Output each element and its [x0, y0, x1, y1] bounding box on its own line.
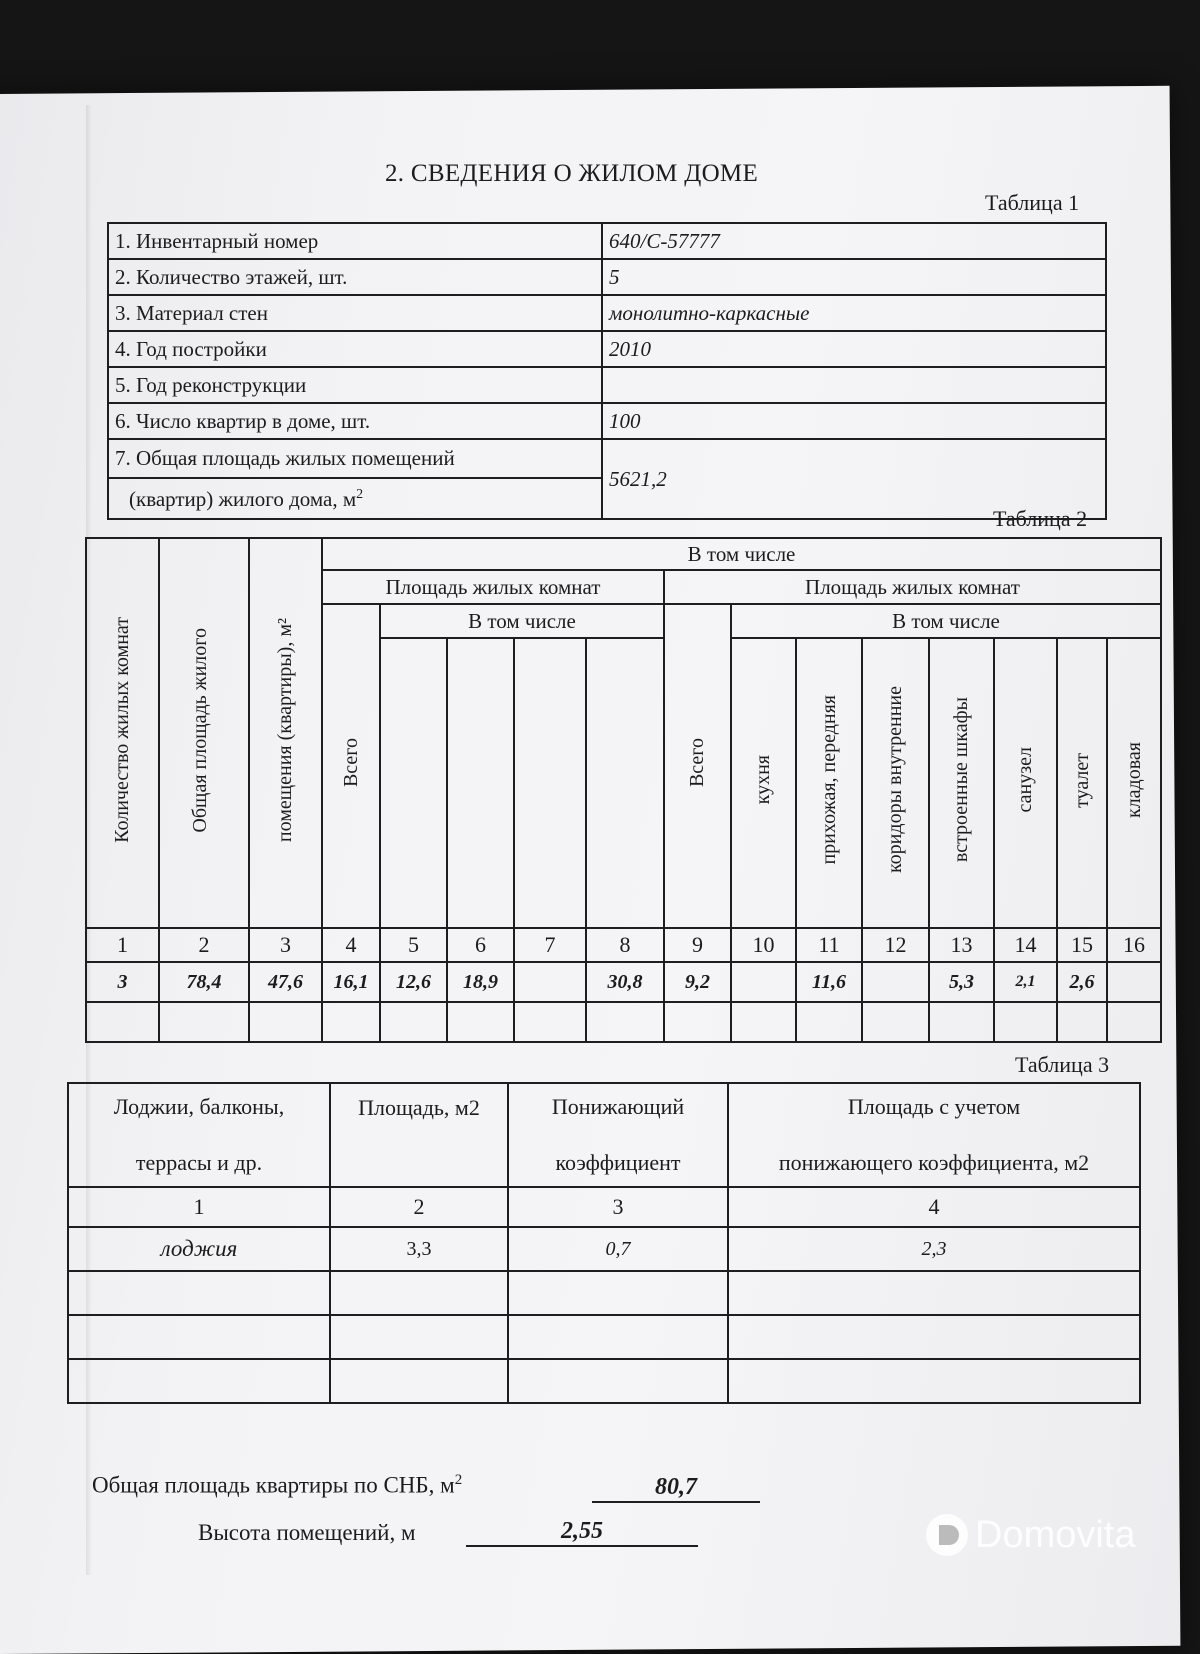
area-value-cell: 11,6 [796, 962, 862, 1002]
column-number: 9 [664, 928, 731, 962]
domovita-logo-icon [925, 1513, 969, 1557]
area-value-cell: 9,2 [664, 962, 731, 1002]
table1-label: Таблица 1 [985, 190, 1080, 215]
empty-cell [249, 1002, 322, 1042]
header-closets: встроенные шкафы [929, 638, 994, 928]
table1-building-info [107, 222, 1107, 520]
loggia-adjusted-area: 2,3 [728, 1227, 1140, 1271]
column-number: 12 [862, 928, 929, 962]
table1-row-total-area [108, 439, 1106, 519]
table1-row [108, 367, 1106, 403]
total-area-label-line1: 7. Общая площадь жилых помещений [109, 444, 601, 479]
table3-empty-row [68, 1315, 1140, 1359]
column-number: 10 [731, 928, 796, 962]
empty-cell [796, 1002, 862, 1042]
header-area: Площадь, м2 [330, 1083, 508, 1187]
table3-row-loggia [68, 1227, 1140, 1271]
column-number: 8 [586, 928, 664, 962]
room-height-value: 2,55 [466, 1518, 698, 1547]
empty-cell [514, 1002, 586, 1042]
table1-row [108, 295, 1106, 331]
header-other-total: Всего [664, 604, 731, 928]
header-total-area: Общая площадь жилого [159, 538, 249, 928]
empty-cell [994, 1002, 1057, 1042]
area-value-cell: 2,6 [1057, 962, 1107, 1002]
column-number: 1 [86, 928, 159, 962]
header-storage: кладовая [1107, 638, 1161, 928]
table1-value: 100 [602, 403, 1106, 439]
loggia-area: 3,3 [330, 1227, 508, 1271]
table2-empty-row [86, 1002, 1161, 1042]
table3-loggias [67, 1082, 1141, 1404]
empty-cell [929, 1002, 994, 1042]
table1-key: 6. Число квартир в доме, шт. [108, 403, 602, 439]
header-kitchen: кухня [731, 638, 796, 928]
empty-cell [86, 1002, 159, 1042]
area-value-cell [1107, 962, 1161, 1002]
table1-value: 2010 [602, 331, 1106, 367]
table1-key: 4. Год постройки [108, 331, 602, 367]
column-number: 3 [249, 928, 322, 962]
table1-key: 1. Инвентарный номер [108, 223, 602, 259]
empty-cell [447, 1002, 514, 1042]
column-number: 16 [1107, 928, 1161, 962]
loggia-type: лоджия [68, 1227, 330, 1271]
table3-label: Таблица 3 [1015, 1052, 1110, 1077]
empty-cell [731, 1002, 796, 1042]
column-number: 1 [68, 1187, 330, 1227]
area-value-cell [862, 962, 929, 1002]
column-number: 11 [796, 928, 862, 962]
column-number: 7 [514, 928, 586, 962]
total-apartment-area-value: 80,7 [592, 1474, 760, 1503]
table1-key: 2. Количество этажей, шт. [108, 259, 602, 295]
column-number: 14 [994, 928, 1057, 962]
header-other-area: Площадь жилых комнат [664, 570, 1161, 604]
table2-apartment-areas [85, 537, 1162, 1043]
table1-row [108, 223, 1106, 259]
header-living-total: Всего [322, 604, 380, 928]
table1-key: 3. Материал стен [108, 295, 602, 331]
empty-cell [862, 1002, 929, 1042]
area-value-cell: 78,4 [159, 962, 249, 1002]
loggia-coefficient: 0,7 [508, 1227, 728, 1271]
column-number: 6 [447, 928, 514, 962]
table3-empty-row [68, 1271, 1140, 1315]
room-height-label: Высота помещений, м [198, 1520, 416, 1545]
header-living-area: Площадь жилых комнат [322, 570, 664, 604]
table2-column-numbers [86, 928, 1161, 962]
column-number: 15 [1057, 928, 1107, 962]
table1-row [108, 403, 1106, 439]
area-value-cell [731, 962, 796, 1002]
empty-cell [586, 1002, 664, 1042]
header-hall: прихожая, передняя [796, 638, 862, 928]
header-toilet: туалет [1057, 638, 1107, 928]
header-coefficient: Понижающий коэффициент [508, 1083, 728, 1187]
header-other-including: В том числе [731, 604, 1161, 638]
header-bathroom: санузел [994, 638, 1057, 928]
column-number: 5 [380, 928, 447, 962]
column-number: 4 [322, 928, 380, 962]
table1-row [108, 331, 1106, 367]
table1-value: монолитно-каркасные [602, 295, 1106, 331]
area-value-cell [514, 962, 586, 1002]
table2-values-row [86, 962, 1161, 1002]
header-room-count: Количество жилых комнат [86, 538, 159, 928]
header-room-d [586, 638, 664, 928]
table3-column-numbers [68, 1187, 1140, 1227]
total-area-label-line2: (квартир) жилого дома, м [129, 487, 357, 511]
domovita-watermark: Domovita [925, 1510, 1136, 1560]
table1-key: 5. Год реконструкции [108, 367, 602, 403]
column-number: 4 [728, 1187, 1140, 1227]
header-area-with-coefficient: Площадь с учетом понижающего коэффициента, м2 [728, 1083, 1140, 1187]
area-value-cell: 5,3 [929, 962, 994, 1002]
area-value-cell: 12,6 [380, 962, 447, 1002]
empty-cell [1107, 1002, 1161, 1042]
column-number: 13 [929, 928, 994, 962]
column-number: 2 [330, 1187, 508, 1227]
empty-cell [664, 1002, 731, 1042]
area-value-cell: 47,6 [249, 962, 322, 1002]
table1-row [108, 259, 1106, 295]
table2-label: Таблица 2 [993, 506, 1088, 531]
table1-value [602, 367, 1106, 403]
header-living-including: В том числе [380, 604, 664, 638]
empty-cell [1057, 1002, 1107, 1042]
column-number: 2 [159, 928, 249, 962]
empty-cell [380, 1002, 447, 1042]
total-apartment-area-label: Общая площадь квартиры по СНБ, $м^2$ [92, 1472, 463, 1498]
area-value-cell: 3 [86, 962, 159, 1002]
area-value-cell: 2,1 [994, 962, 1057, 1002]
header-room-c [514, 638, 586, 928]
header-loggias: Лоджии, балконы, террасы и др. [68, 1083, 330, 1187]
table1-value: 640/С-57777 [602, 223, 1106, 259]
total-area-value: 5621,2 [602, 439, 1106, 519]
header-including: В том числе [322, 538, 1161, 570]
total-area-sup: 2 [356, 487, 364, 502]
section-heading: 2. СВЕДЕНИЯ О ЖИЛОМ ДОМЕ [385, 160, 759, 187]
area-value-cell: 16,1 [322, 962, 380, 1002]
header-corridors: коридоры внутренние [862, 638, 929, 928]
header-room-a [380, 638, 447, 928]
empty-cell [322, 1002, 380, 1042]
header-room-b [447, 638, 514, 928]
table3-empty-row [68, 1359, 1140, 1403]
area-value-cell: 18,9 [447, 962, 514, 1002]
column-number: 3 [508, 1187, 728, 1227]
table1-value: 5 [602, 259, 1106, 295]
header-total-area-cont: помещения (квартиры), м² [249, 538, 322, 928]
empty-cell [159, 1002, 249, 1042]
area-value-cell: 30,8 [586, 962, 664, 1002]
